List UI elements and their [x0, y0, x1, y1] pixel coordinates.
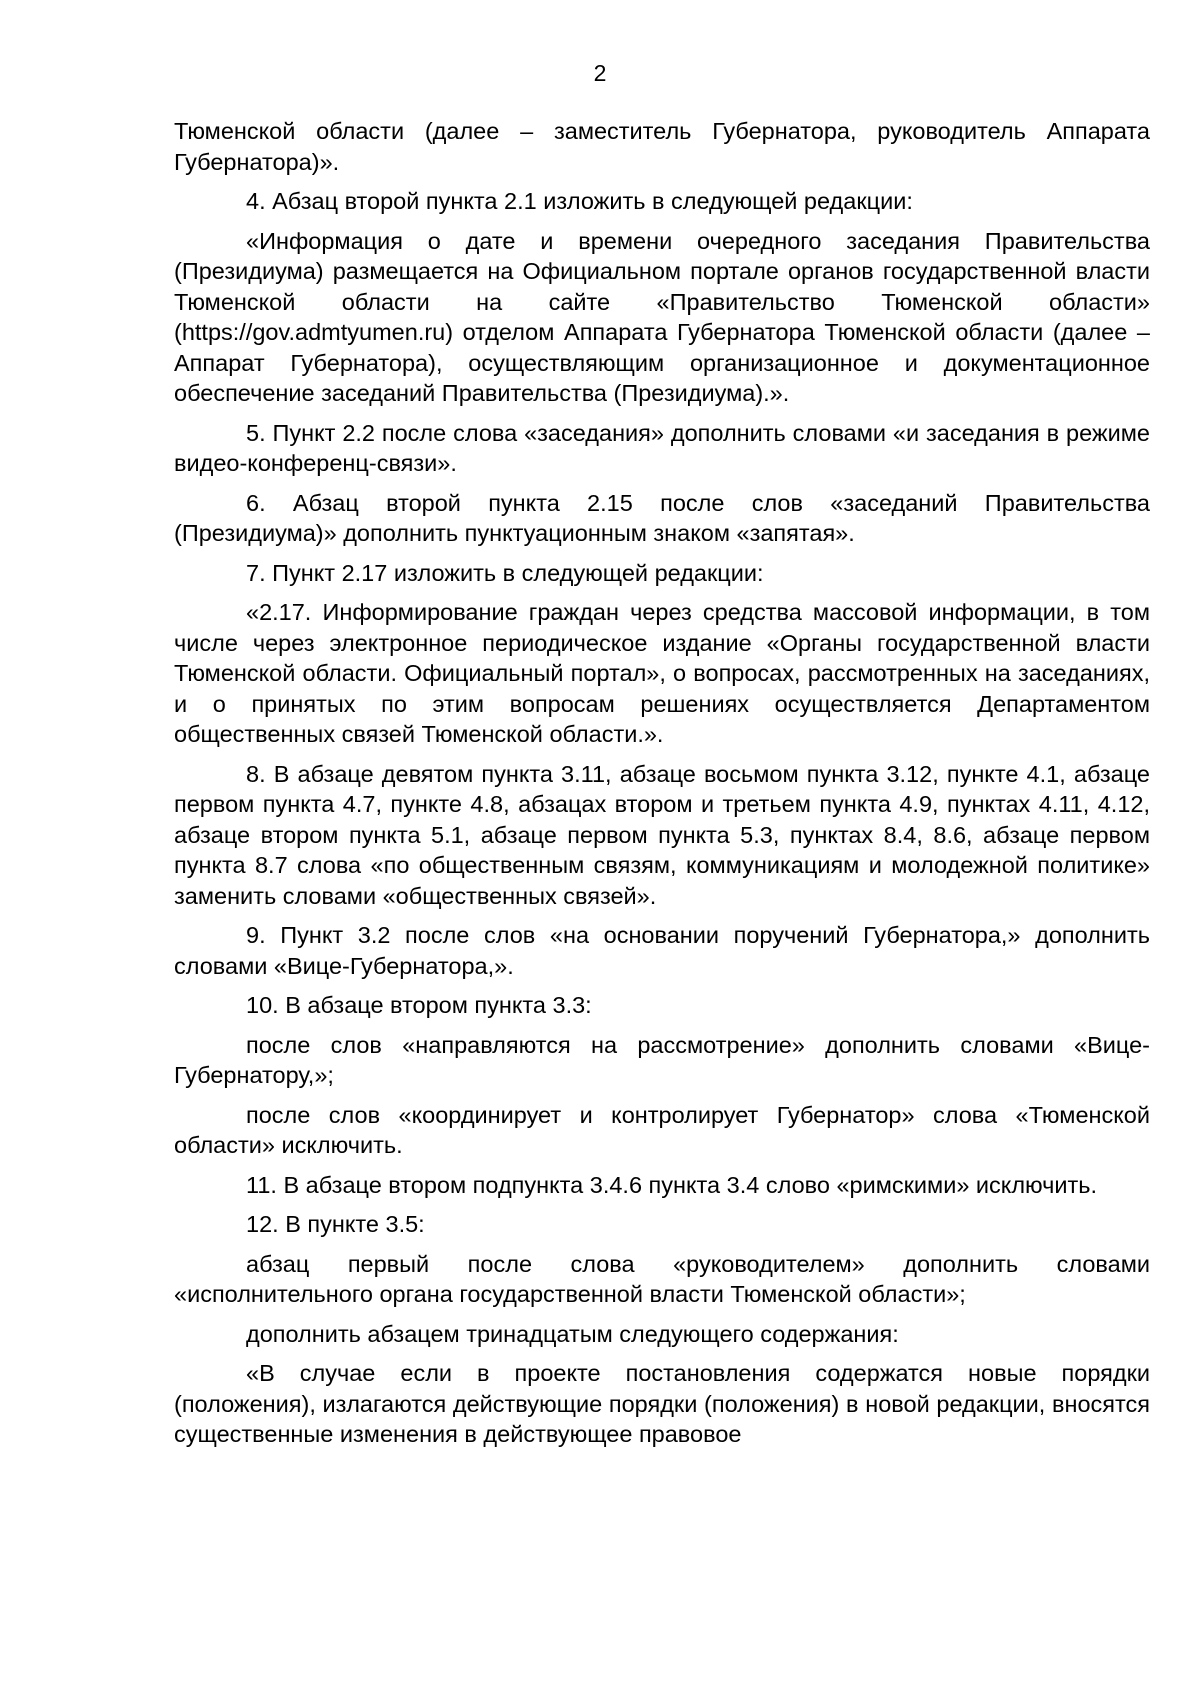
paragraph-item-4: 4. Абзац второй пункта 2.1 изложить в следующей редакции: [246, 188, 913, 214]
document-body [174, 116, 1150, 1459]
paragraph-item-5: 5. Пункт 2.2 после слова «заседания» дополнить словами «и заседания в режиме видео-конференц-связи». [174, 419, 1150, 476]
paragraph-item-10-sub-1: после слов «направляются на рассмотрение» дополнить словами «Вице-Губернатору,»; [174, 1031, 1150, 1088]
paragraph-item-12-sub-2: дополнить абзацем тринадцатым следующего содержания: [246, 1320, 899, 1347]
paragraph-item-9: 9. Пункт 3.2 после слов «на основании поручений Губернатора,» дополнить словами «Вице-Губернатора,». [174, 922, 1150, 979]
paragraph-item-12-sub-1: абзац первый после слова «руководителем» дополнить словами «исполнительного органа государственной власти Тюменской области»; [174, 1250, 1150, 1307]
paragraph-item-11: 11. В абзаце втором подпункта 3.4.6 пункта 3.4 слово «римскими» исключить. [246, 1171, 1098, 1198]
paragraph-continuation: Тюменской области (далее – заместитель Губернатора, руководитель Аппарата Губернатора)». [174, 118, 1150, 175]
paragraph-item-10-sub-2: после слов «координирует и контролирует Губернатор» слова «Тюменской области» исключить. [174, 1101, 1150, 1158]
paragraph-item-10: 10. В абзаце втором пункта 3.3: [246, 992, 592, 1018]
paragraph-item-12: 12. В пункте 3.5: [246, 1211, 425, 1237]
page-number: 2 [593, 60, 607, 86]
paragraph-item-7: 7. Пункт 2.17 изложить в следующей редакции: [246, 559, 764, 586]
paragraph-quote-3-5: «В случае если в проекте постановления содержатся новые порядки (положения), излагаются действующие порядки (положения) в новой редакции, вносятся существенные изменения в действующее правовое [174, 1360, 1150, 1447]
paragraph-item-6: 6. Абзац второй пункта 2.15 после слов «заседаний Правительства (Президиума)» дополнить пунктуационным знаком «запятая». [174, 489, 1150, 546]
paragraph-quote-2-17: «2.17. Информирование граждан через средства массовой информации, в том числе через электронное периодическое издание «Органы государственной власти Тюменской области. Официальный портал», о вопросах, рассмотренных на заседаниях, и о принятых по этим вопросам решениях осуществляется Департаментом общественных связей Тюменской области.». [174, 599, 1150, 747]
paragraph-quote-2-1: «Информация о дате и времени очередного заседания Правительства (Президиума) размещается на Официальном портале органов государственной власти Тюменской области на сайте «Правительство Тюменской области» (https://gov.admtyumen.ru) отделом Аппарата Губернатора Тюменской области (далее – Аппарат Губернатора), осуществляющим организационное и документационное обеспечение заседаний Правительства (Президиума).». [174, 227, 1150, 406]
paragraph-item-8: 8. В абзаце девятом пункта 3.11, абзаце восьмом пункта 3.12, пункте 4.1, абзаце первом пункта 4.7, пункте 4.8, абзацах втором и третьем пункта 4.9, пунктах 4.11, 4.12, абзаце втором пункта 5.1, абзаце первом пункта 5.3, пунктах 8.4, 8.6, абзаце первом пункта 8.7 слова «по общественным связям, коммуникациям и молодежной политике» заменить словами «общественных связей». [174, 760, 1150, 909]
